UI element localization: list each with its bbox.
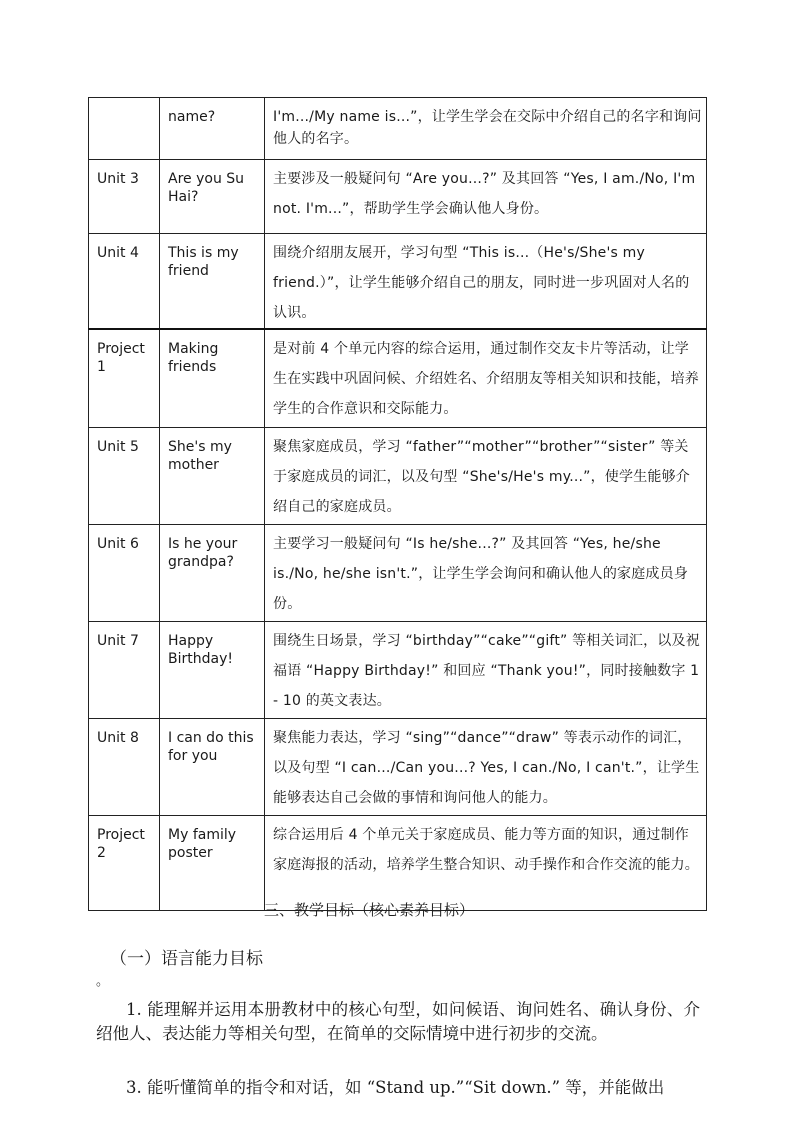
title-cell: Are you Su Hai? (160, 160, 265, 234)
table-row (89, 427, 707, 524)
unit-cell: Unit 7 (89, 621, 160, 718)
units-table (88, 97, 707, 911)
table-row (89, 234, 707, 330)
unit-cell: Unit 4 (89, 234, 160, 330)
unit-cell: Project 1 (89, 329, 160, 427)
objectives-heading: 三、教学目标（核心素养目标） (264, 901, 475, 919)
desc-cell (265, 718, 707, 815)
title-cell: Is he your grandpa? (160, 524, 265, 621)
section-heading: （一）语言能力目标 (110, 949, 263, 969)
unit-cell: Unit 3 (89, 160, 160, 234)
stray-mark: 。 (96, 974, 110, 989)
unit-cell: Project 2 (89, 815, 160, 910)
desc-text: I'm.../My name is...”，让学生学会在交际中介绍自己的名字和询问他人的名字。 (273, 109, 702, 147)
paragraph-1: 1. 能理解并运用本册教材中的核心句型，如问候语、询问姓名、确认身份、介绍他人、表达能力等相关句型，在简单的交际情境中进行初步的交流。 (96, 1000, 700, 1043)
desc-text: 围绕生日场景，学习 “birthday”“cake”“gift” 等相关词汇，以及祝福语 “Happy Birthday!” 和回应 “Thank you!”，同时接触数字 1 - 10 的英文表达。 (273, 632, 700, 709)
desc-cell (265, 160, 707, 234)
desc-cell (265, 234, 707, 330)
table-row (89, 98, 707, 160)
desc-text: 是对前 4 个单元内容的综合运用，通过制作交友卡片等活动，让学生在实践中巩固问候、介绍姓名、介绍朋友等相关知识和技能，培养学生的合作意识和交际能力。 (273, 341, 699, 417)
title-cell: I can do this for you (160, 718, 265, 815)
table-row (89, 524, 707, 621)
title-cell: My family poster (160, 815, 265, 910)
desc-cell (265, 815, 707, 910)
desc-cell (265, 524, 707, 621)
table-row (89, 621, 707, 718)
table-row (89, 815, 707, 910)
table-row (89, 718, 707, 815)
table-row (89, 160, 707, 234)
desc-text: 聚焦家庭成员，学习 “father”“mother”“brother”“sister” 等关于家庭成员的词汇，以及句型 “She's/He's my...”，使学生能够介绍自己的家庭成员。 (273, 438, 690, 515)
paragraph-3: 3. 能听懂简单的指令和对话，如 “Stand up.”“Sit down.” 等，并能做出 (126, 1078, 665, 1097)
unit-cell: Unit 6 (89, 524, 160, 621)
desc-text: 综合运用后 4 个单元关于家庭成员、能力等方面的知识，通过制作家庭海报的活动，培养学生整合知识、动手操作和合作交流的能力。 (273, 826, 699, 873)
title-cell: Happy Birthday! (160, 621, 265, 718)
table-row (89, 329, 707, 427)
title-cell: This is my friend (160, 234, 265, 330)
unit-cell (89, 98, 160, 160)
desc-cell (265, 98, 707, 160)
desc-cell (265, 427, 707, 524)
desc-cell (265, 329, 707, 427)
desc-text: 聚焦能力表达，学习 “sing”“dance”“draw” 等表示动作的词汇，以及句型 “I can.../Can you...? Yes, I can./No, I can't.”，让学生能够表达自己会做的事情和询问他人的能力。 (273, 729, 700, 806)
desc-text: 围绕介绍朋友展开，学习句型 “This is...（He's/She's my friend.）”，让学生能够介绍自己的朋友，同时进一步巩固对人名的认识。 (273, 245, 690, 321)
title-cell: She's my mother (160, 427, 265, 524)
title-cell: Making friends (160, 329, 265, 427)
desc-cell (265, 621, 707, 718)
desc-text: 主要学习一般疑问句 “Is he/she...?” 及其回答 “Yes, he/she is./No, he/she isn't.”，让学生学会询问和确认他人的家庭成员身份。 (273, 535, 689, 612)
desc-text: 主要涉及一般疑问句 “Are you...?” 及其回答 “Yes, I am./No, I'm not. I'm...”，帮助学生学会确认他人身份。 (273, 171, 696, 217)
unit-cell: Unit 8 (89, 718, 160, 815)
unit-cell: Unit 5 (89, 427, 160, 524)
title-cell: name? (160, 98, 265, 160)
